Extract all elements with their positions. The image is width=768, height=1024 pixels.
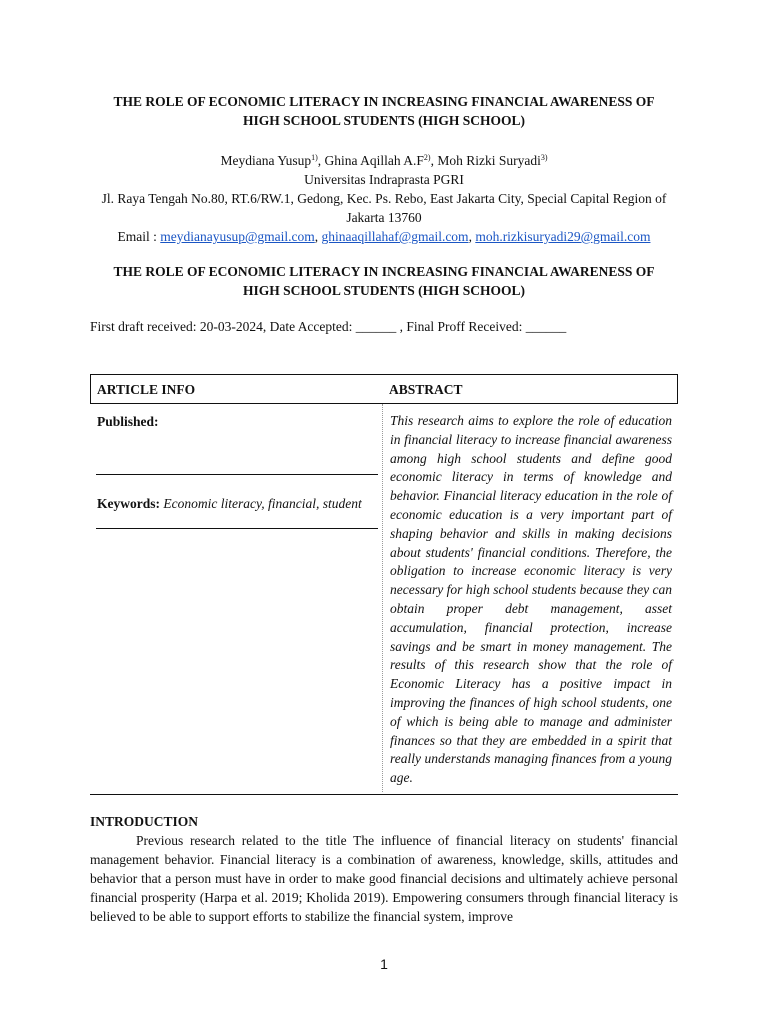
email-sep-2: , bbox=[468, 229, 476, 244]
divider bbox=[96, 474, 378, 475]
university: Universitas Indraprasta PGRI bbox=[304, 172, 464, 187]
author-names bbox=[90, 148, 678, 170]
keywords bbox=[97, 494, 362, 513]
table-header-row bbox=[90, 374, 678, 404]
column-separator bbox=[382, 404, 383, 792]
introduction-heading: INTRODUCTION bbox=[90, 814, 199, 829]
received-dates: First draft received: 20-03-2024, Date Accepted: ______ , Final Proff Received: ______ bbox=[90, 319, 567, 334]
keywords-label: Keywords: bbox=[97, 496, 160, 511]
title-repeat-line-2: HIGH SCHOOL STUDENTS (HIGH SCHOOL) bbox=[242, 283, 526, 298]
title-line-1: THE ROLE OF ECONOMIC LITERACY IN INCREASING FINANCIAL AWARENESS OF bbox=[113, 94, 655, 109]
author-3: , Moh Rizki Suryadi bbox=[430, 153, 541, 168]
email-sep-1: , bbox=[314, 229, 322, 244]
divider bbox=[96, 528, 378, 529]
address-line-1: Jl. Raya Tengah No.80, RT.6/RW.1, Gedong, Kec. Ps. Rebo, East Jakarta City, Special Capital Region of bbox=[101, 191, 667, 206]
published-label: Published: bbox=[97, 414, 159, 429]
author-1: Meydiana Yusup bbox=[220, 153, 312, 168]
abstract-header: ABSTRACT bbox=[389, 382, 463, 397]
author-block bbox=[90, 148, 678, 246]
paper-title-repeat bbox=[90, 262, 678, 300]
paper-title bbox=[90, 92, 678, 130]
page-number: 1 bbox=[380, 956, 388, 972]
keywords-value: Economic literacy, financial, student bbox=[160, 496, 362, 511]
table-bottom-rule bbox=[90, 794, 678, 795]
table-body-row bbox=[90, 404, 678, 794]
email-line bbox=[90, 227, 678, 246]
author-3-affil: 3) bbox=[540, 153, 548, 162]
email-label: Email : bbox=[117, 229, 161, 244]
introduction-body: Previous research related to the title The influence of financial literacy on students' financial management behavior. Financial literacy is a combination of awareness, knowledge, skills, attitudes and behavior that a person must have in order to make good financial decisions and ultimately achieve personal financial prosperity (Harpa et al. 2019; Kholida 2019). Empowering consumers through financial literacy is believed to be able to support efforts to stabilize the financial system, improve bbox=[90, 833, 678, 924]
email-link-1[interactable]: meydianayusup@gmail.com bbox=[160, 229, 315, 244]
email-link-2[interactable]: ghinaaqillahaf@gmail.com bbox=[321, 229, 469, 244]
author-2: , Ghina Aqillah A.F bbox=[317, 153, 424, 168]
article-info-table bbox=[90, 374, 678, 794]
author-1-affil: 1) bbox=[311, 153, 318, 162]
title-repeat-line-1: THE ROLE OF ECONOMIC LITERACY IN INCREASING FINANCIAL AWARENESS OF bbox=[113, 264, 655, 279]
title-line-2: HIGH SCHOOL STUDENTS (HIGH SCHOOL) bbox=[242, 113, 526, 128]
abstract-text: This research aims to explore the role of education in financial literacy to increase financial awareness among high school students and define good economic literacy in terms of knowledge and behavior. Financial literacy education in the role of economic education is a very important part of shaping behavior and skills in making decisions about students' financial conditions. Therefore, the obligation to increase economic literacy is very necessary for high school students because they can obtain proper debt management, asset accumulation, financial protection, increase savings and be smart in money management. The results of this research show that the role of Economic Literacy has a positive impact in improving the finances of high school students, one of which is being able to manage and administer finances so that they are embedded in a spirit that really understands managing finances from a young age. bbox=[390, 413, 672, 786]
address-line-2: Jakarta 13760 bbox=[346, 210, 422, 225]
author-2-affil: 2) bbox=[423, 153, 431, 162]
email-link-3[interactable]: moh.rizkisuryadi29@gmail.com bbox=[475, 229, 651, 244]
article-info-header: ARTICLE INFO bbox=[97, 382, 196, 397]
